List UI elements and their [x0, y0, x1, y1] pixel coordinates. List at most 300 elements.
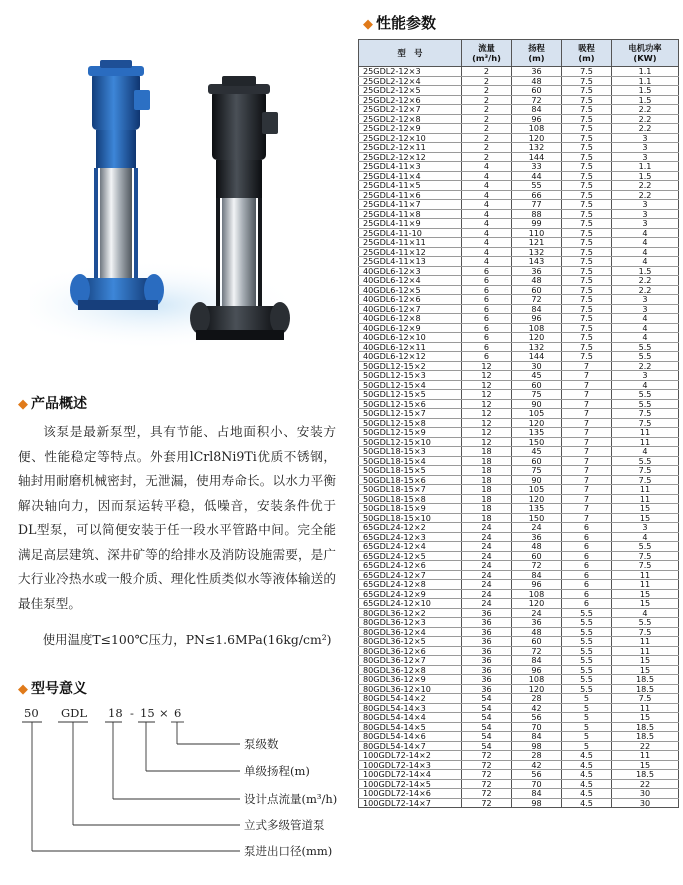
cell-suction: 6: [562, 561, 612, 571]
cell-flow: 36: [462, 675, 512, 685]
table-row: [359, 86, 679, 96]
cell-power: 5.5: [612, 618, 679, 628]
table-row: [359, 646, 679, 656]
table-row: [359, 532, 679, 542]
cell-head: 36: [512, 67, 562, 77]
table-row: [359, 409, 679, 419]
cell-model: 25GDL2-12×4: [359, 76, 462, 86]
cell-suction: 7: [562, 371, 612, 381]
cell-flow: 72: [462, 770, 512, 780]
cell-head: 150: [512, 513, 562, 523]
cell-head: 144: [512, 152, 562, 162]
cell-model: 50GDL12-15×5: [359, 390, 462, 400]
cell-power: 4: [612, 608, 679, 618]
cell-power: 1.5: [612, 95, 679, 105]
cell-suction: 5: [562, 694, 612, 704]
table-row: [359, 789, 679, 799]
table-row: [359, 513, 679, 523]
cell-head: 84: [512, 570, 562, 580]
cell-head: 72: [512, 646, 562, 656]
overview-body: 该泵是最新泵型，具有节能、占地面积小、安装方便、性能稳定等特点。外套用lCrl8Ni9Ti优质不锈钢，轴封用耐磨机械密封，无泄漏，使用寿命长。以水力平衡解决轴向力，因而泵运转平稳，低噪音，安装条件优于DL型泵，可以简便安装于任一段水平管路中间。完全能满足高层建筑、深井矿等的给排水及消防设施需要，是广大行业冷热水或一般介质、理化性质类似水等液体输送的最佳泵型。: [18, 424, 336, 611]
cell-suction: 6: [562, 580, 612, 590]
table-row: [359, 608, 679, 618]
cell-head: 60: [512, 551, 562, 561]
cell-suction: 7: [562, 361, 612, 371]
cell-model: 40GDL6-12×3: [359, 266, 462, 276]
table-row: [359, 760, 679, 770]
table-row: [359, 656, 679, 666]
cell-model: 50GDL18-15×5: [359, 466, 462, 476]
cell-flow: 12: [462, 361, 512, 371]
cell-power: 4: [612, 257, 679, 267]
cell-head: 30: [512, 361, 562, 371]
table-row: [359, 399, 679, 409]
cell-model: 25GDL4-11×9: [359, 219, 462, 229]
cell-power: 3: [612, 295, 679, 305]
cell-model: 100GDL72-14×2: [359, 751, 462, 761]
cell-model: 25GDL4-11×8: [359, 209, 462, 219]
cell-suction: 7: [562, 485, 612, 495]
cell-head: 60: [512, 86, 562, 96]
cell-flow: 18: [462, 494, 512, 504]
cell-head: 60: [512, 637, 562, 647]
cell-suction: 7: [562, 409, 612, 419]
table-row: [359, 171, 679, 181]
table-row: [359, 751, 679, 761]
cell-head: 42: [512, 703, 562, 713]
cell-power: 3: [612, 152, 679, 162]
cell-head: 55: [512, 181, 562, 191]
table-header-row: [359, 40, 679, 67]
cell-head: 28: [512, 751, 562, 761]
cell-head: 84: [512, 304, 562, 314]
cell-flow: 54: [462, 732, 512, 742]
cell-head: 60: [512, 456, 562, 466]
performance-table: [358, 39, 679, 808]
model-meaning-title-text: 型号意义: [31, 681, 87, 697]
cell-suction: 7: [562, 428, 612, 438]
table-row: [359, 276, 679, 286]
cell-flow: 36: [462, 684, 512, 694]
table-row: [359, 456, 679, 466]
cell-power: 11: [612, 580, 679, 590]
cell-head: 72: [512, 295, 562, 305]
cell-suction: 7: [562, 504, 612, 514]
performance-title-text: 性能参数: [376, 14, 437, 32]
cell-flow: 4: [462, 247, 512, 257]
cell-suction: 7.5: [562, 200, 612, 210]
table-row: [359, 124, 679, 134]
cell-power: 7.5: [612, 551, 679, 561]
cell-model: 50GDL18-15×6: [359, 475, 462, 485]
cell-suction: 6: [562, 589, 612, 599]
table-row: [359, 504, 679, 514]
cell-suction: 6: [562, 542, 612, 552]
cell-model: 80GDL36-12×3: [359, 618, 462, 628]
cell-head: 56: [512, 770, 562, 780]
table-row: [359, 770, 679, 780]
cell-flow: 24: [462, 532, 512, 542]
cell-power: 1.5: [612, 171, 679, 181]
table-row: [359, 732, 679, 742]
cell-model: 80GDL36-12×4: [359, 627, 462, 637]
cell-suction: 7.5: [562, 133, 612, 143]
cell-power: 1.5: [612, 86, 679, 96]
cell-model: 80GDL36-12×2: [359, 608, 462, 618]
cell-head: 150: [512, 437, 562, 447]
diamond-bullet-icon: ◆: [18, 682, 28, 697]
cell-power: 18.5: [612, 732, 679, 742]
cell-flow: 2: [462, 114, 512, 124]
cell-suction: 7.5: [562, 323, 612, 333]
cell-model: 65GDL24-12×10: [359, 599, 462, 609]
table-row: [359, 247, 679, 257]
table-row: [359, 570, 679, 580]
table-row: [359, 181, 679, 191]
cell-flow: 54: [462, 722, 512, 732]
cell-head: 77: [512, 200, 562, 210]
cell-head: 120: [512, 494, 562, 504]
cell-model: 25GDL4-11×7: [359, 200, 462, 210]
cell-power: 2.2: [612, 190, 679, 200]
cell-suction: 7.5: [562, 342, 612, 352]
table-row: [359, 551, 679, 561]
table-row: [359, 143, 679, 153]
cell-model: 25GDL2-12×6: [359, 95, 462, 105]
table-row: [359, 209, 679, 219]
cell-flow: 2: [462, 133, 512, 143]
cell-flow: 18: [462, 504, 512, 514]
code-times: ×: [159, 706, 169, 720]
cell-suction: 7.5: [562, 190, 612, 200]
cell-model: 40GDL6-12×5: [359, 285, 462, 295]
table-row: [359, 314, 679, 324]
cell-model: 25GDL4-11×12: [359, 247, 462, 257]
cell-flow: 36: [462, 656, 512, 666]
cell-flow: 4: [462, 181, 512, 191]
cell-power: 1.1: [612, 76, 679, 86]
label-diameter: 泵进出口径(mm): [244, 844, 333, 858]
table-row: [359, 390, 679, 400]
cell-model: 40GDL6-12×7: [359, 304, 462, 314]
table-row: [359, 162, 679, 172]
cell-suction: 7.5: [562, 181, 612, 191]
table-row: [359, 542, 679, 552]
cell-suction: 6: [562, 599, 612, 609]
cell-power: 5.5: [612, 542, 679, 552]
cell-power: 15: [612, 504, 679, 514]
cell-model: 40GDL6-12×8: [359, 314, 462, 324]
cell-flow: 4: [462, 162, 512, 172]
cell-model: 25GDL4-11-10: [359, 228, 462, 238]
cell-model: 80GDL36-12×5: [359, 637, 462, 647]
cell-head: 108: [512, 675, 562, 685]
table-row: [359, 257, 679, 267]
cell-head: 98: [512, 741, 562, 751]
cell-model: 40GDL6-12×4: [359, 276, 462, 286]
cell-suction: 7.5: [562, 276, 612, 286]
table-row: [359, 266, 679, 276]
cell-suction: 7: [562, 466, 612, 476]
cell-flow: 4: [462, 171, 512, 181]
cell-flow: 4: [462, 209, 512, 219]
cell-flow: 2: [462, 76, 512, 86]
cell-flow: 12: [462, 437, 512, 447]
header-suction: 吸程 (m): [562, 40, 612, 67]
table-row: [359, 76, 679, 86]
cell-head: 108: [512, 589, 562, 599]
cell-power: 11: [612, 637, 679, 647]
cell-model: 80GDL54-14×6: [359, 732, 462, 742]
cell-head: 48: [512, 627, 562, 637]
cell-power: 3: [612, 304, 679, 314]
table-row: [359, 675, 679, 685]
cell-flow: 18: [462, 447, 512, 457]
cell-power: 4: [612, 380, 679, 390]
table-row: [359, 599, 679, 609]
cell-flow: 36: [462, 665, 512, 675]
cell-power: 7.5: [612, 466, 679, 476]
cell-suction: 5: [562, 732, 612, 742]
cell-flow: 12: [462, 390, 512, 400]
cell-power: 11: [612, 703, 679, 713]
cell-head: 60: [512, 285, 562, 295]
table-row: [359, 627, 679, 637]
table-row: [359, 523, 679, 533]
table-row: [359, 342, 679, 352]
cell-power: 1.5: [612, 266, 679, 276]
cell-model: 65GDL24-12×6: [359, 561, 462, 571]
cell-power: 18.5: [612, 684, 679, 694]
cell-suction: 4.5: [562, 770, 612, 780]
cell-head: 45: [512, 447, 562, 457]
cell-power: 4: [612, 447, 679, 457]
cell-power: 5.5: [612, 352, 679, 362]
cell-suction: 7.5: [562, 86, 612, 96]
cell-flow: 18: [462, 466, 512, 476]
cell-model: 40GDL6-12×6: [359, 295, 462, 305]
cell-suction: 7.5: [562, 95, 612, 105]
cell-power: 11: [612, 751, 679, 761]
table-row: [359, 352, 679, 362]
cell-head: 135: [512, 428, 562, 438]
cell-flow: 12: [462, 428, 512, 438]
cell-flow: 6: [462, 314, 512, 324]
cell-power: 2.2: [612, 105, 679, 115]
cell-suction: 5: [562, 703, 612, 713]
cell-power: 7.5: [612, 694, 679, 704]
cell-suction: 4.5: [562, 789, 612, 799]
header-model: 型 号: [359, 40, 462, 67]
table-row: [359, 133, 679, 143]
table-row: [359, 219, 679, 229]
cell-suction: 4.5: [562, 798, 612, 808]
cell-model: 25GDL4-11×5: [359, 181, 462, 191]
cell-power: 15: [612, 513, 679, 523]
cell-flow: 6: [462, 323, 512, 333]
cell-head: 24: [512, 523, 562, 533]
cell-model: 80GDL54-14×3: [359, 703, 462, 713]
cell-power: 3: [612, 200, 679, 210]
cell-suction: 7.5: [562, 171, 612, 181]
cell-power: 11: [612, 485, 679, 495]
cell-power: 3: [612, 143, 679, 153]
code-part-stages: 6: [174, 706, 182, 720]
cell-flow: 36: [462, 618, 512, 628]
cell-model: 65GDL24-12×9: [359, 589, 462, 599]
cell-flow: 12: [462, 380, 512, 390]
cell-flow: 36: [462, 646, 512, 656]
table-row: [359, 333, 679, 343]
cell-suction: 5.5: [562, 665, 612, 675]
cell-flow: 18: [462, 513, 512, 523]
table-row: [359, 618, 679, 628]
cell-flow: 12: [462, 409, 512, 419]
cell-flow: 24: [462, 580, 512, 590]
cell-power: 15: [612, 656, 679, 666]
cell-flow: 24: [462, 542, 512, 552]
cell-flow: 6: [462, 304, 512, 314]
usage-conditions: 使用温度T≤100℃压力，PN≤1.6MPa(16kg/cm²): [42, 632, 332, 647]
cell-flow: 12: [462, 371, 512, 381]
cell-power: 4: [612, 228, 679, 238]
product-photo: [30, 50, 340, 365]
cell-suction: 7.5: [562, 352, 612, 362]
cell-power: 18.5: [612, 722, 679, 732]
cell-model: 25GDL4-11×3: [359, 162, 462, 172]
cell-model: 25GDL4-11×6: [359, 190, 462, 200]
cell-flow: 72: [462, 798, 512, 808]
table-row: [359, 694, 679, 704]
cell-power: 7.5: [612, 627, 679, 637]
cell-model: 50GDL18-15×9: [359, 504, 462, 514]
cell-head: 120: [512, 133, 562, 143]
cell-suction: 5.5: [562, 618, 612, 628]
cell-head: 24: [512, 608, 562, 618]
overview-title-text: 产品概述: [31, 396, 87, 412]
cell-model: 50GDL12-15×10: [359, 437, 462, 447]
cell-flow: 4: [462, 219, 512, 229]
cell-power: 7.5: [612, 409, 679, 419]
cell-model: 50GDL12-15×3: [359, 371, 462, 381]
table-row: [359, 561, 679, 571]
diamond-bullet-icon: ◆: [18, 397, 28, 412]
cell-head: 36: [512, 532, 562, 542]
cell-head: 88: [512, 209, 562, 219]
cell-head: 84: [512, 789, 562, 799]
cell-model: 80GDL36-12×10: [359, 684, 462, 694]
cell-head: 90: [512, 475, 562, 485]
cell-head: 120: [512, 418, 562, 428]
table-row: [359, 371, 679, 381]
cell-flow: 4: [462, 190, 512, 200]
cell-flow: 72: [462, 760, 512, 770]
performance-section-title: [363, 12, 436, 33]
cell-head: 143: [512, 257, 562, 267]
cell-flow: 72: [462, 789, 512, 799]
table-row: [359, 447, 679, 457]
cell-flow: 54: [462, 713, 512, 723]
cell-head: 96: [512, 665, 562, 675]
table-row: [359, 67, 679, 77]
cell-suction: 7.5: [562, 76, 612, 86]
cell-suction: 7.5: [562, 266, 612, 276]
cell-flow: 36: [462, 637, 512, 647]
cell-suction: 7: [562, 390, 612, 400]
cell-suction: 4.5: [562, 760, 612, 770]
cell-flow: 4: [462, 238, 512, 248]
cell-suction: 7: [562, 399, 612, 409]
cell-flow: 4: [462, 228, 512, 238]
cell-model: 25GDL2-12×5: [359, 86, 462, 96]
cell-head: 121: [512, 238, 562, 248]
cell-suction: 7.5: [562, 152, 612, 162]
cell-power: 5.5: [612, 390, 679, 400]
label-head: 单级扬程(m): [244, 764, 310, 778]
cell-head: 120: [512, 684, 562, 694]
cell-model: 65GDL24-12×2: [359, 523, 462, 533]
cell-power: 11: [612, 646, 679, 656]
cell-head: 96: [512, 314, 562, 324]
cell-flow: 24: [462, 551, 512, 561]
cell-suction: 7.5: [562, 247, 612, 257]
cell-head: 110: [512, 228, 562, 238]
cell-head: 132: [512, 247, 562, 257]
table-row: [359, 323, 679, 333]
table-body: [359, 67, 679, 808]
cell-head: 56: [512, 713, 562, 723]
cell-suction: 7.5: [562, 143, 612, 153]
cell-model: 25GDL4-11×13: [359, 257, 462, 267]
table-row: [359, 361, 679, 371]
cell-power: 1.1: [612, 162, 679, 172]
table-row: [359, 200, 679, 210]
cell-suction: 4.5: [562, 751, 612, 761]
cell-model: 65GDL24-12×4: [359, 542, 462, 552]
table-row: [359, 295, 679, 305]
table-row: [359, 703, 679, 713]
cell-power: 30: [612, 798, 679, 808]
cell-flow: 2: [462, 143, 512, 153]
cell-flow: 6: [462, 285, 512, 295]
cell-flow: 6: [462, 333, 512, 343]
cell-power: 3: [612, 219, 679, 229]
cell-power: 5.5: [612, 456, 679, 466]
cell-suction: 7.5: [562, 114, 612, 124]
cell-power: 18.5: [612, 770, 679, 780]
cell-suction: 7.5: [562, 295, 612, 305]
cell-power: 15: [612, 589, 679, 599]
cell-power: 18.5: [612, 675, 679, 685]
cell-head: 90: [512, 399, 562, 409]
code-dash: -: [130, 706, 134, 720]
code-part-head: 15: [140, 706, 155, 720]
cell-head: 132: [512, 143, 562, 153]
cell-head: 70: [512, 779, 562, 789]
cell-model: 25GDL2-12×11: [359, 143, 462, 153]
cell-flow: 6: [462, 352, 512, 362]
cell-head: 120: [512, 333, 562, 343]
table-row: [359, 95, 679, 105]
cell-flow: 24: [462, 570, 512, 580]
table-row: [359, 152, 679, 162]
cell-flow: 6: [462, 266, 512, 276]
cell-flow: 24: [462, 561, 512, 571]
cell-suction: 6: [562, 523, 612, 533]
table-row: [359, 798, 679, 808]
table-row: [359, 285, 679, 295]
diamond-bullet-icon: ◆: [363, 17, 373, 32]
